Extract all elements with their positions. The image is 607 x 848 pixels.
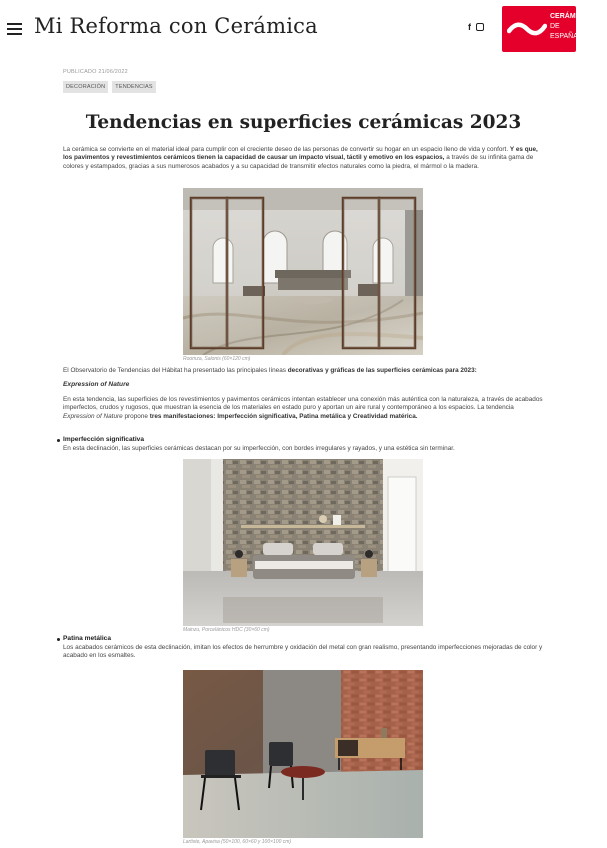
bullet-title-patina: Patina metálica [63, 635, 112, 642]
article-image-bedroom [183, 459, 423, 626]
tag-decoracion[interactable]: DECORACIÓN [63, 81, 108, 93]
logo-text: CERÁMICA DE ESPAÑA [550, 13, 588, 40]
tag-tendencias[interactable]: TENDENCIAS [112, 81, 155, 93]
bullet-title-imperfeccion: Imperfección significativa [63, 436, 144, 443]
section-heading-expression-of-nature: Expression of Nature [63, 381, 130, 388]
image2-caption: Mainzu, Porcelánicos HDC (30×60 cm) [183, 627, 270, 633]
site-title[interactable]: Mi Reforma con Cerámica [34, 14, 318, 38]
intro-paragraph: La cerámica se convierte en el material ideal para cumplir con el creciente deseo de las personas de convertir su hogar en un espacio lleno de vida y confort. Y es que, los pavimentos y revestimientos cerámicos tienen la capacidad de causar un impacto visual, táctil y emotivo en los espacios, a través de su infinita gama de colores y estampados, gracias a sus numerosos acabados y a su capacidad de transmitir efectos naturales como la piedra, el mármol o la madera. [63, 146, 538, 170]
bullet-icon [57, 638, 60, 641]
bullet-text-imperfeccion: En esta declinación, las superficies cerámicas destacan por su imperfección, con bordes irregulares y rayados, y una estética sin terminar. [63, 445, 455, 452]
image1-caption: Roomza, Salonis (60×120 cm) [183, 356, 251, 362]
image3-caption: Lartiste, Apavisa (50×100, 60×60 y 100×100 cm) [183, 839, 292, 845]
hamburger-icon[interactable] [7, 23, 22, 35]
facebook-icon[interactable]: f [468, 22, 471, 32]
bullet-text-patina: Los acabados cerámicos de esta declinación, imitan los efectos de herrumbre y oxidación del metal con gran realismo, presentando imperfecciones mejoradas de color y acabado en los esmaltes. [63, 644, 543, 660]
expression-of-nature-paragraph: En esta tendencia, las superficies de los revestimientos y pavimentos cerámicos intentan establecer una conexión más auténtica con la naturaleza, a través de acabados imperfectos, crudos y rugosos, que muestran la esencia de los materiales en estado puro y aportan un aire rural y contemporáneo a los espacios. La tendencia Expression of Nature propone tres manifestaciones: Imperfección significativa, Patina metálica y Creatividad matérica. [63, 396, 543, 420]
social-links [468, 22, 484, 32]
instagram-icon[interactable] [476, 23, 484, 31]
article-image-living-room [183, 188, 423, 355]
site-header [0, 0, 607, 58]
wave-logo-icon [507, 20, 547, 38]
article-title: Tendencias en superficies cerámicas 2023 [85, 112, 522, 133]
ceramica-de-espana-logo[interactable] [502, 6, 588, 52]
bullet-icon [57, 439, 60, 442]
tag-list [63, 81, 156, 93]
article-image-patina-room [183, 670, 423, 838]
published-date: PUBLICADO 21/06/2022 [63, 69, 128, 75]
observatorio-paragraph: El Observatorio de Tendencias del Hábitat ha presentado las principales líneas decorativas y gráficas de las superficies cerámicas para 2023: [63, 367, 477, 374]
